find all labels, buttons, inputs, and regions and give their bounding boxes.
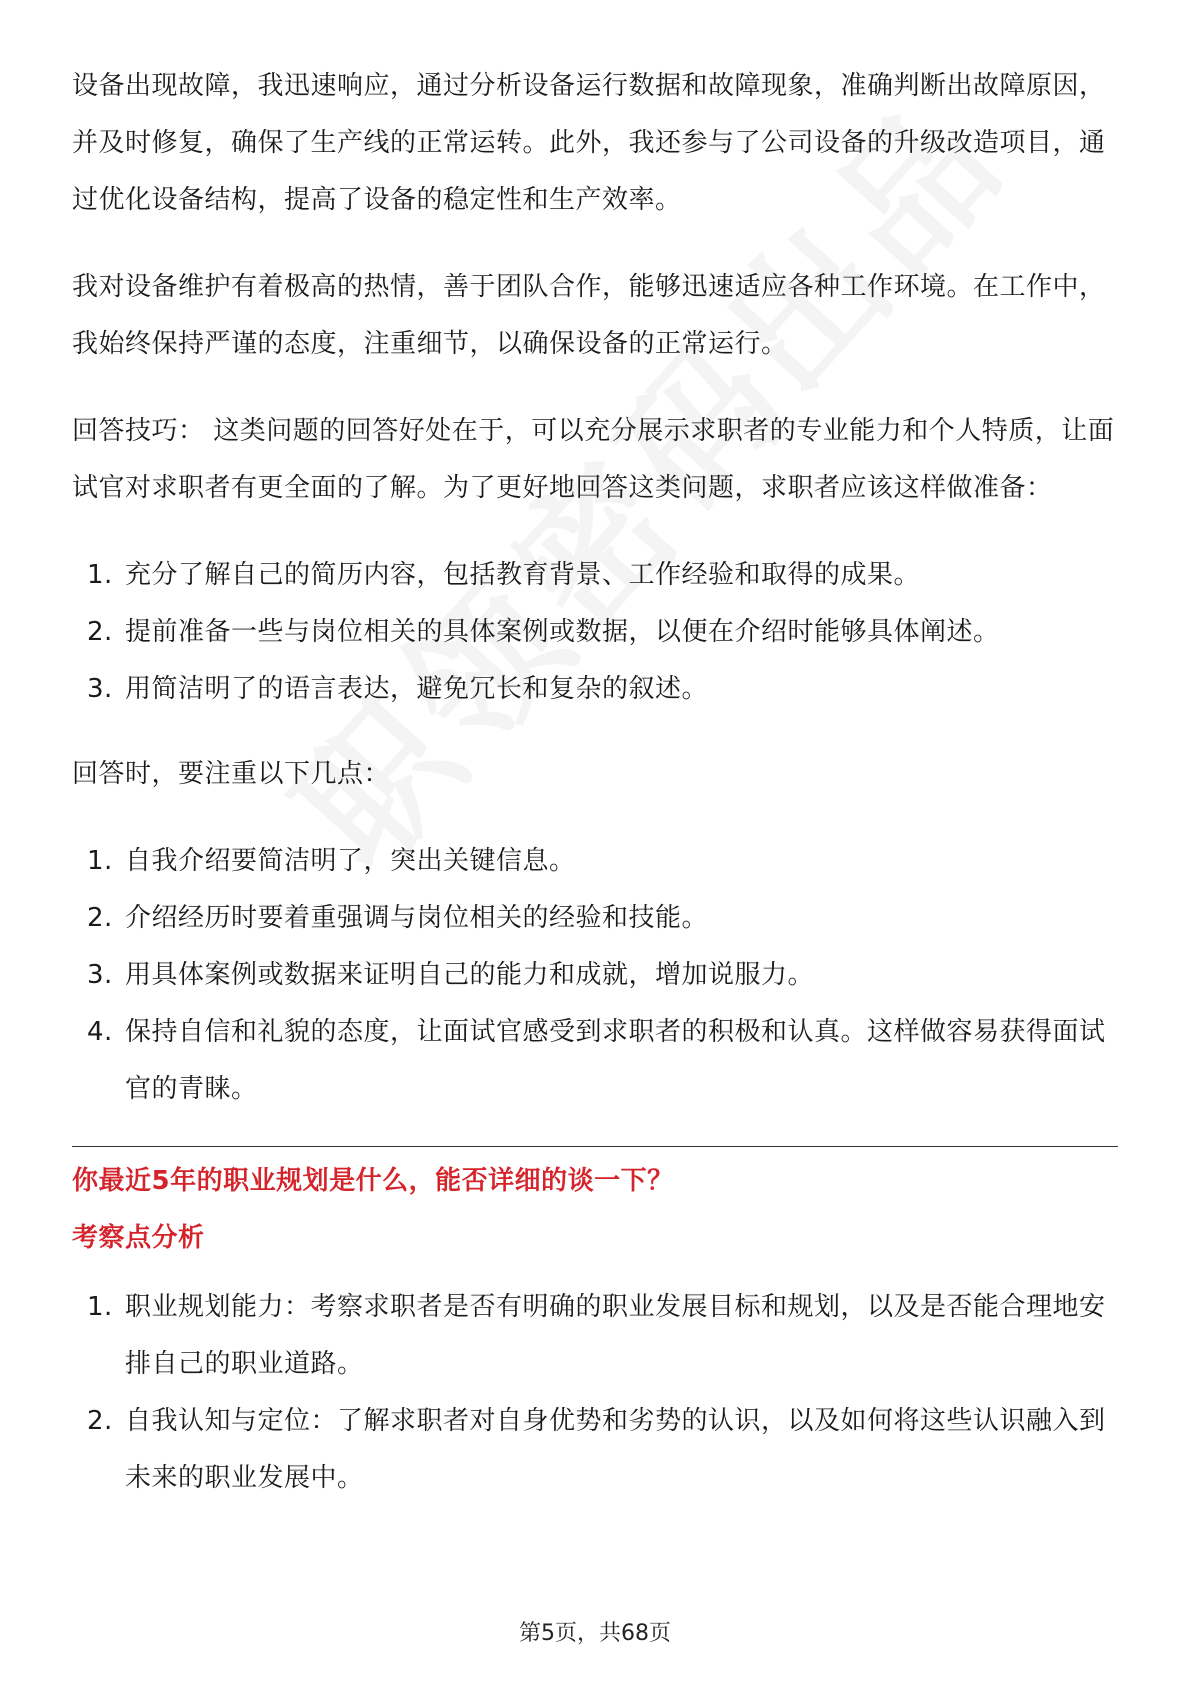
prep-list	[72, 547, 1118, 718]
analysis-points-list	[72, 1279, 1118, 1507]
list-number: 1.	[87, 560, 113, 590]
list-number: 2.	[87, 617, 113, 647]
list-item	[72, 947, 1118, 1004]
notes-list	[72, 833, 1118, 1118]
list-item-text: 职业规划能力：考察求职者是否有明确的职业发展目标和规划，以及是否能合理地安排自己的职业道路。	[125, 1292, 1106, 1379]
page-footer: 第5页，共68页	[519, 1621, 671, 1646]
list-item	[72, 1279, 1118, 1393]
list-item-text: 充分了解自己的简历内容，包括教育背景、工作经验和取得的成果。	[125, 560, 921, 590]
list-number: 4.	[87, 1017, 113, 1047]
list-number: 3.	[87, 674, 113, 704]
list-item	[72, 1004, 1118, 1118]
list-item	[72, 661, 1118, 718]
document-page	[72, 58, 1118, 1535]
list-item-text: 自我认知与定位：了解求职者对自身优势和劣势的认识，以及如何将这些认识融入到未来的职业发展中。	[125, 1406, 1106, 1493]
section-divider	[72, 1146, 1118, 1147]
list-number: 2.	[87, 903, 113, 933]
question-title: 你最近5年的职业规划是什么，能否详细的谈一下？	[72, 1166, 674, 1196]
list-item-text: 保持自信和礼貌的态度，让面试官感受到求职者的积极和认真。这样做容易获得面试官的青睐。	[125, 1017, 1106, 1104]
list-item	[72, 890, 1118, 947]
list-item-text: 用具体案例或数据来证明自己的能力和成就，增加说服力。	[125, 960, 815, 990]
list-item	[72, 1393, 1118, 1507]
list-number: 1.	[87, 1292, 113, 1322]
list-number: 3.	[87, 960, 113, 990]
paragraph: 我对设备维护有着极高的热情，善于团队合作，能够迅速适应各种工作环境。在工作中，我始终保持严谨的态度，注重细节，以确保设备的正常运行。	[72, 272, 1106, 359]
list-number: 1.	[87, 846, 113, 876]
list-item	[72, 833, 1118, 890]
list-item-text: 提前准备一些与岗位相关的具体案例或数据，以便在介绍时能够具体阐述。	[125, 617, 1000, 647]
list-item	[72, 547, 1118, 604]
question-subtitle: 考察点分析	[72, 1223, 205, 1253]
list-number: 2.	[87, 1406, 113, 1436]
answer-tips-paragraph: 回答技巧： 这类问题的回答好处在于，可以充分展示求职者的专业能力和个人特质，让面试官对求职者有更全面的了解。为了更好地回答这类问题，求职者应该这样做准备：	[72, 416, 1115, 503]
list-item-text: 用简洁明了的语言表达，避免冗长和复杂的叙述。	[125, 674, 709, 704]
list-item	[72, 604, 1118, 661]
paragraph: 设备出现故障，我迅速响应，通过分析设备运行数据和故障现象，准确判断出故障原因，并及时修复，确保了生产线的正常运转。此外，我还参与了公司设备的升级改造项目，通过优化设备结构，提高了设备的稳定性和生产效率。	[72, 71, 1106, 215]
list-item-text: 介绍经历时要着重强调与岗位相关的经验和技能。	[125, 903, 709, 933]
list-item-text: 自我介绍要简洁明了，突出关键信息。	[125, 846, 576, 876]
notes-intro: 回答时，要注重以下几点：	[72, 759, 391, 789]
